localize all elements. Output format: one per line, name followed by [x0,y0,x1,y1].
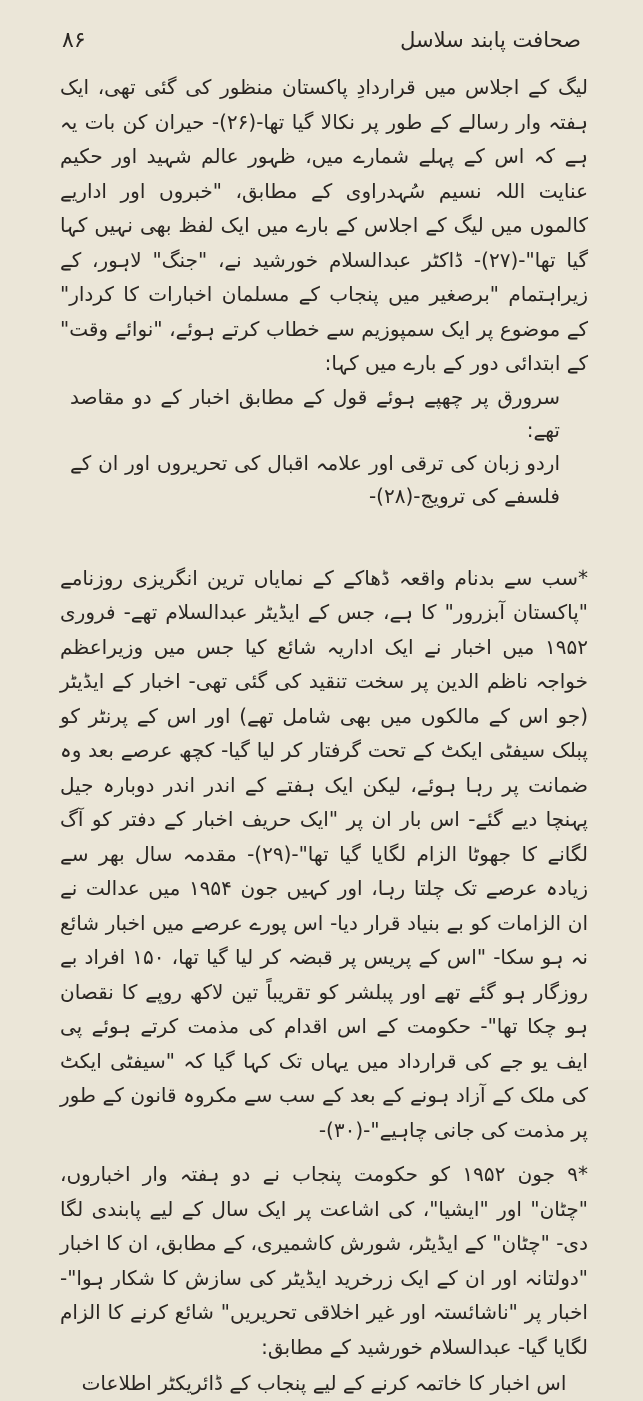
quote-line: سرورق پر چھپے ہوئے قول کے مطابق اخبار کے دو مقاصد تھے: [70,384,560,442]
footnote-continuation: اس اخبار کا خاتمہ کرنے کے لیے پنجاب کے ڈائریکٹر اطلاعات [81,1371,567,1395]
quote-line: اردو زبان کی ترقی اور علامہ اقبال کی تحریروں اور ان کے فلسفے کی ترویج-(۲۸)- [70,450,560,508]
footnote: *۹ جون ۱۹۵۲ کو حکومت پنجاب نے دو ہفتہ وار اخباروں، "چٹان" اور "ایشیا"، کی اشاعت پر ایک سال کے لیے پابندی لگا دی- "چٹان" کے ایڈیٹر، شورش کاشمیری، کے مطابق، ان کا اخبار "دولتانہ اور ان کے ایک زرخرید ایڈیٹر کی سازش کا شکار ہوا"- اخبار پر "ناشائستہ اور غیر اخلاقی تحریریں" شائع کرنے کا الزام لگایا گیا- عبدالسلام خورشید کے مطابق: [60,1162,588,1359]
page-number: ۸۶ [62,28,86,53]
main-paragraph: لیگ کے اجلاس میں قراردادِ پاکستان منظور کی گئی تھی، ایک ہفتہ وار رسالے کے طور پر نکالا گیا تھا-(۲۶)- حیران کن بات یہ ہے کہ اس کے پہلے شمارے میں، ظہور عالم شہید اور حکیم عنایت اللہ نسیم سُہدراوی کے مطابق، "خبروں اور اداریے کالموں میں لیگ کے اجلاس کے بارے میں ایک لفظ بھی نہیں کہا گیا تھا"-(۲۷)- ڈاکٹر عبدالسلام خورشید نے، "جنگ" لاہور، کے زیراہتمام "برصغیر میں پنجاب کے مسلمان اخبارات کا کردار" کے موضوع پر ایک سمپوزیم سے خطاب کرتے ہوئے، "نوائے وقت" کے ابتدائی دور کے بارے میں کہا: [60,75,588,375]
page-header [62,28,581,53]
page-body [60,70,588,1401]
running-title: صحافت پابند سلاسل [400,28,581,52]
footnote: *سب سے بدنام واقعہ ڈھاکے کے نمایاں ترین انگریزی روزنامے "پاکستان آبزرور" کا ہے، جس کے ایڈیٹر عبدالسلام تھے- فروری ۱۹۵۲ میں اخبار نے ایک اداریہ شائع کیا جس میں وزیراعظم خواجہ ناظم الدین پر سخت تنقید کی گئی تھی- اخبار کے ایڈیٹر (جو اس کے مالکوں میں بھی شامل تھے) اور اس کے پرنٹر کو پبلک سیفٹی ایکٹ کے تحت گرفتار کر لیا گیا- کچھ عرصے بعد وہ ضمانت پر رہا ہوئے، لیکن ایک ہفتے کے اندر اندر دوبارہ جیل پہنچا دیے گئے- اس بار ان پر "ایک حریف اخبار کے دفتر کو آگ لگانے کا جھوٹا الزام لگایا گیا تھا"-(۲۹)- مقدمہ سال بھر سے زیادہ عرصے تک چلتا رہا، اور کہیں جون ۱۹۵۴ میں عدالت نے ان الزامات کو بے بنیاد قرار دیا- اس پورے عرصے میں اخبار شائع نہ ہو سکا- "اس کے پریس پر قبضہ کر لیا گیا تھا، ۱۵۰ افراد بے روزگار ہو گئے تھے اور پبلشر کو تقریباً تین لاکھ روپے کا نقصان ہو چکا تھا"- حکومت کے اس اقدام کی مذمت کرتے ہوئے پی ایف یو جے کی قرارداد میں یہاں تک کہا گیا کہ "سیفٹی ایکٹ کی ملک کے آزاد ہونے کے بعد کے سب سے مکروہ قانون کے طور پر مذمت کی جانی چاہیے"-(۳۰)- [60,565,588,1142]
